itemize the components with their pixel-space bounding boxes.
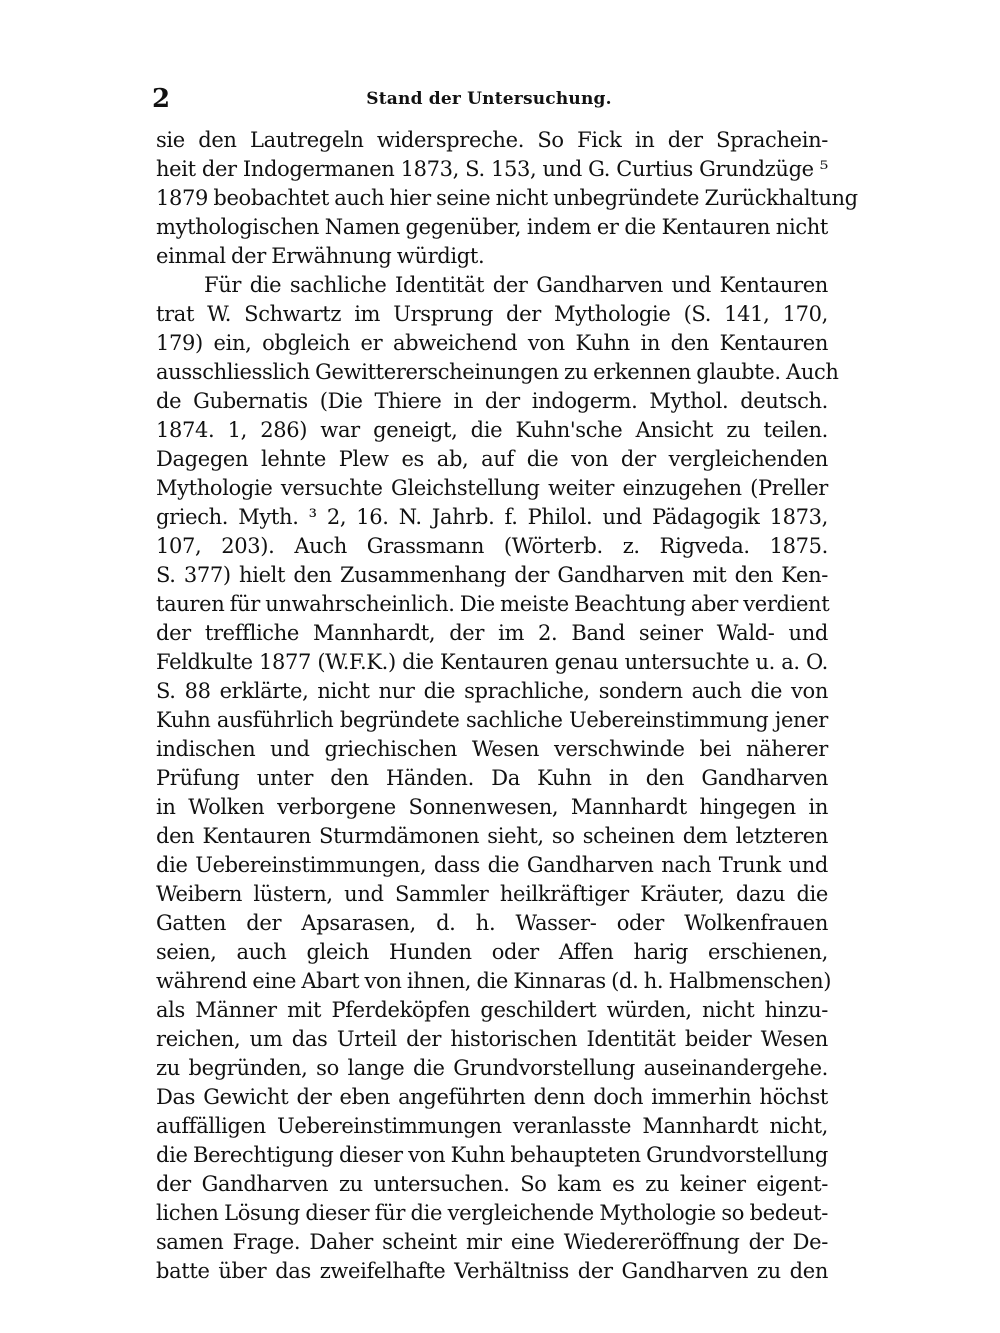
text-line: 107, 203). Auch Grassmann (Wörterb. z. Rigveda. 1875. [156, 534, 828, 558]
text-line: den Kentauren Sturmdämonen sieht, so scheinen dem letzteren [156, 824, 828, 848]
text-line: Kuhn ausführlich begründete sachliche Uebereinstimmung jener [156, 708, 828, 732]
text-line: sie den Lautregeln widerspreche. So Fick in der Sprachein- [156, 128, 828, 152]
text-line: 1879 beobachtet auch hier seine nicht unbegründete Zurückhaltung [156, 186, 858, 210]
text-line: S. 377) hielt den Zusammenhang der Gandharven mit den Ken- [156, 563, 828, 587]
text-line: reichen, um das Urteil der historischen Identität beider Wesen [156, 1027, 828, 1051]
text-line: während eine Abart von ihnen, die Kinnaras (d. h. Halbmenschen) [156, 969, 832, 993]
text-line: Das Gewicht der eben angeführten denn doch immerhin höchst [156, 1085, 828, 1109]
text-line: samen Frage. Daher scheint mir eine Wiedereröffnung der De- [156, 1230, 828, 1254]
text-line: Weibern lüstern, und Sammler heilkräftiger Kräuter, dazu die [156, 882, 828, 906]
text-line: Prüfung unter den Händen. Da Kuhn in den Gandharven [156, 766, 828, 790]
text-line: 1874. 1, 286) war geneigt, die Kuhn'sche Ansicht zu teilen. [156, 418, 828, 442]
running-head: Stand der Untersuchung. [366, 89, 612, 109]
text-line: Dagegen lehnte Plew es ab, auf die von der vergleichenden [156, 447, 828, 471]
text-line: einmal der Erwähnung würdigt. [156, 244, 485, 268]
text-line: heit der Indogermanen 1873, S. 153, und G. Curtius Grundzüge ⁵ [156, 157, 828, 181]
text-line: Für die sachliche Identität der Gandharven und Kentauren [204, 273, 828, 297]
text-line: Gatten der Apsarasen, d. h. Wasser- oder Wolkenfrauen [156, 911, 828, 935]
text-line: lichen Lösung dieser für die vergleichende Mythologie so bedeut- [156, 1201, 828, 1225]
text-line: indischen und griechischen Wesen verschwinde bei näherer [156, 737, 828, 761]
text-line: die Uebereinstimmungen, dass die Gandharven nach Trunk und [156, 853, 828, 877]
text-line: mythologischen Namen gegenüber, indem er die Kentauren nicht [156, 215, 828, 239]
text-line: S. 88 erklärte, nicht nur die sprachliche, sondern auch die von [156, 679, 828, 703]
text-line: Feldkulte 1877 (W.F.K.) die Kentauren genau untersuchte u. a. O. [156, 650, 828, 674]
text-line: die Berechtigung dieser von Kuhn behaupteten Grundvorstellung [156, 1143, 828, 1167]
text-line: ausschliesslich Gewittererscheinungen zu erkennen glaubte. Auch [156, 360, 839, 384]
text-line: der Gandharven zu untersuchen. So kam es zu keiner eigent- [156, 1172, 828, 1196]
text-line: de Gubernatis (Die Thiere in der indogerm. Mythol. deutsch. [156, 389, 828, 413]
body-text [156, 126, 858, 1286]
page-header [152, 84, 826, 116]
text-line: zu begründen, so lange die Grundvorstellung auseinandergehe. [156, 1056, 828, 1080]
text-line: 179) ein, obgleich er abweichend von Kuhn in den Kentauren [156, 331, 828, 355]
text-line: auffälligen Uebereinstimmungen veranlasste Mannhardt nicht, [156, 1114, 828, 1138]
text-line: griech. Myth. ³ 2, 16. N. Jahrb. f. Philol. und Pädagogik 1873, [156, 505, 828, 529]
text-line: tauren für unwahrscheinlich. Die meiste Beachtung aber verdient [156, 592, 830, 616]
text-line: batte über das zweifelhafte Verhältniss der Gandharven zu den [156, 1259, 828, 1283]
text-line: trat W. Schwartz im Ursprung der Mythologie (S. 141, 170, [156, 302, 828, 326]
text-line: in Wolken verborgene Sonnenwesen, Mannhardt hingegen in [156, 795, 828, 819]
text-line: als Männer mit Pferdeköpfen geschildert würden, nicht hinzu- [156, 998, 828, 1022]
text-line: seien, auch gleich Hunden oder Affen harig erschienen, [156, 940, 828, 964]
page-number: 2 [152, 84, 171, 114]
text-line: der treffliche Mannhardt, der im 2. Band seiner Wald- und [156, 621, 828, 645]
text-line: Mythologie versuchte Gleichstellung weiter einzugehen (Preller [156, 476, 828, 500]
